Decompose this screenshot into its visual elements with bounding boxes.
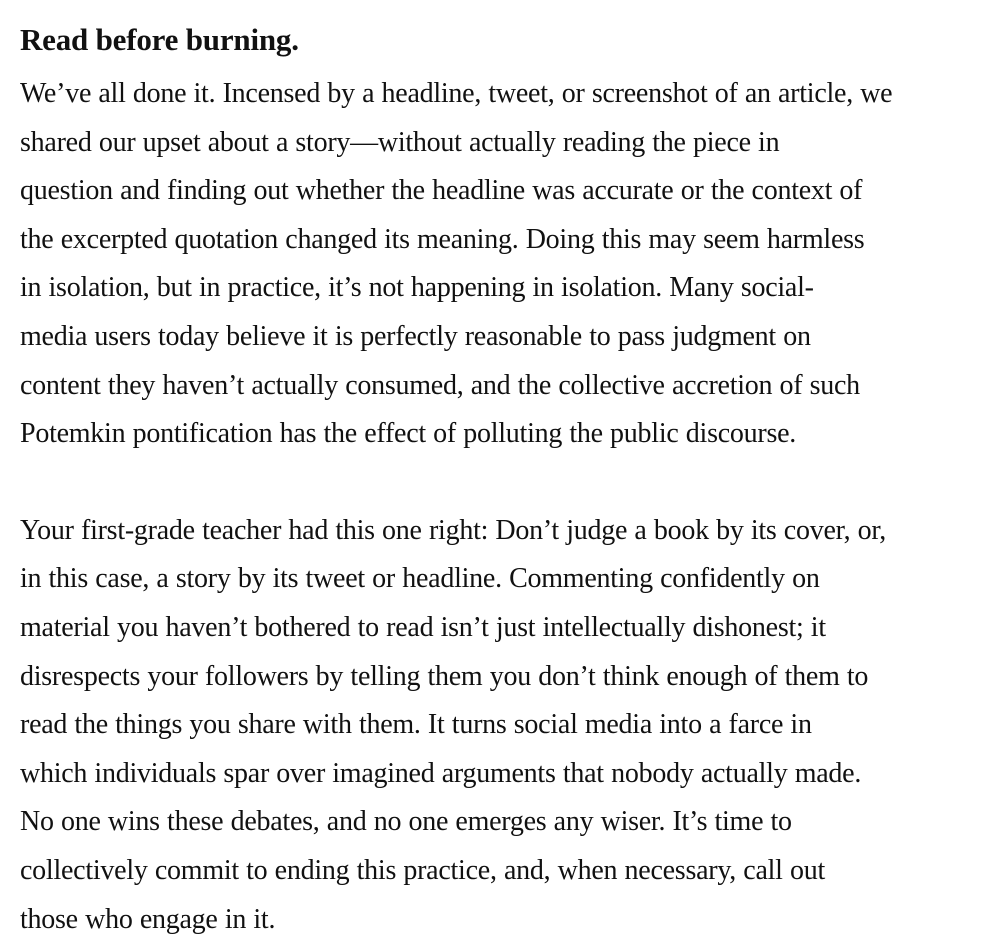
paragraph-line: No one wins these debates, and no one emerges any wiser. It’s time to [20,806,792,838]
paragraph-line: disrespects your followers by telling them you don’t think enough of them to [20,660,869,692]
article [20,18,995,944]
paragraph-line: material you haven’t bothered to read isn’t just intellectually dishonest; it [20,611,826,643]
paragraph-line: the excerpted quotation changed its meaning. Doing this may seem harmless [20,223,865,255]
paragraph-line: in this case, a story by its tweet or headline. Commenting confidently on [20,563,820,595]
paragraph-line: which individuals spar over imagined arguments that nobody actually made. [20,757,862,789]
paragraph-line: Potemkin pontification has the effect of polluting the public discourse. [20,418,797,450]
article-title: Read before burning. [20,22,299,57]
paragraph-line: media users today believe it is perfectly reasonable to pass judgment on [20,320,811,352]
paragraph-line: Your first-grade teacher had this one right: Don’t judge a book by its cover, or, [20,514,887,546]
paragraph-line: We’ve all done it. Incensed by a headline, tweet, or screenshot of an article, we [20,78,893,109]
paragraph-line: collectively commit to ending this practice, and, when necessary, call out [20,854,825,886]
paragraph-line: read the things you share with them. It turns social media into a farce in [20,709,812,741]
paragraph-line: shared our upset about a story—without actually reading the piece in [20,126,780,158]
paragraph-line: question and finding out whether the headline was accurate or the context of [20,175,863,207]
paragraph-line: those who engage in it. [20,903,276,935]
paragraph-1 [20,70,995,459]
paragraph-line: content they haven’t actually consumed, and the collective accretion of such [20,369,860,401]
paragraph-2 [20,507,995,944]
paragraph-line: in isolation, but in practice, it’s not happening in isolation. Many social- [20,272,814,304]
